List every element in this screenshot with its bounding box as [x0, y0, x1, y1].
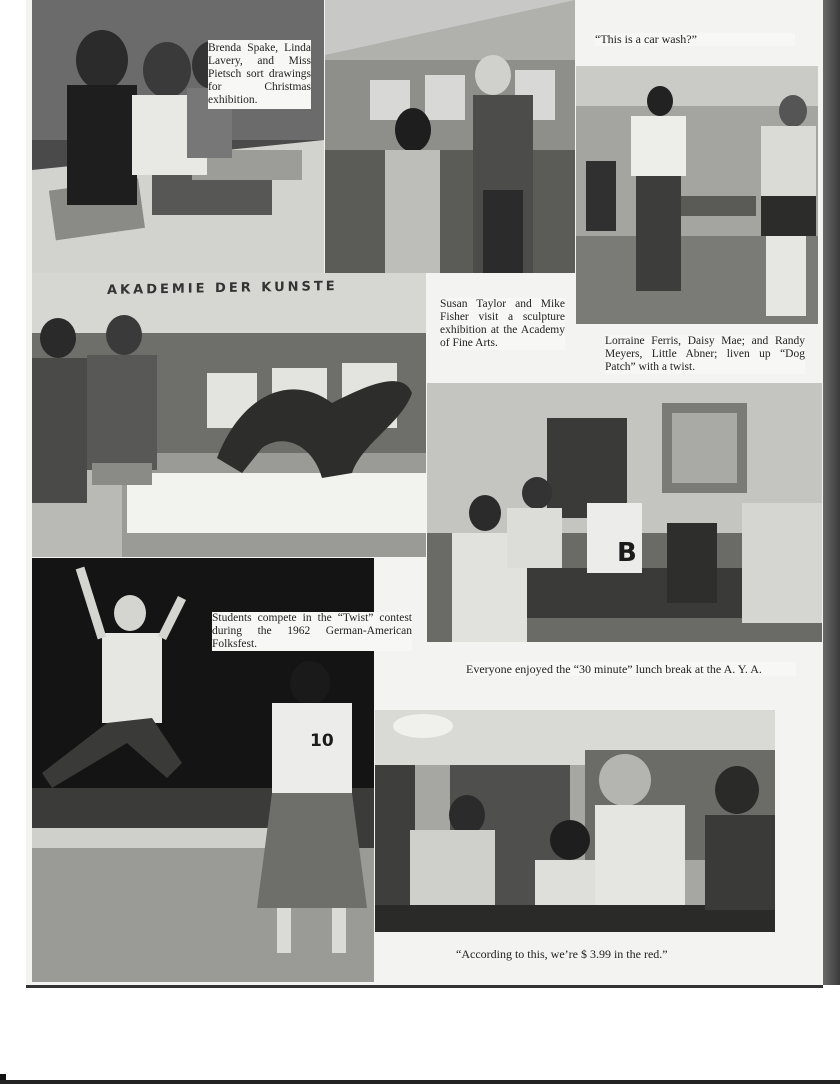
academy-sign: AKADEMIE DER KUNSTE: [107, 278, 338, 299]
caption-lunch-break: Everyone enjoyed the “30 minute” lunch break at the A. Y. A.: [466, 662, 796, 676]
photo-sculpture-exhibition: [32, 273, 426, 557]
caption-car-wash: “This is a car wash?”: [595, 33, 795, 46]
photo-car-wash: [325, 0, 575, 273]
caption-twist-contest: Students compete in the “Twist” contest during the 1962 German-American Folksfest.: [212, 612, 412, 650]
caption-sort-drawings: Brenda Spake, Linda Lavery, and Miss Pietsch sort drawings for Christmas exhibition.: [208, 40, 311, 109]
caption-sculpture: Susan Taylor and Mike Fisher visit a sculpture exhibition at the Academy of Fine Arts.: [440, 298, 565, 349]
photo-in-the-red: [375, 710, 775, 932]
photo-lunch-room: [427, 383, 822, 642]
caption-dog-patch: Lorraine Ferris, Daisy Mae; and Randy Meyers, Little Abner; liven up “Dog Patch” with a twist.: [605, 335, 805, 373]
dancer-number: 10: [310, 731, 334, 751]
photo-dog-patch: [576, 66, 818, 324]
scan-edge-line: [0, 1080, 840, 1084]
book-spine-edge: [823, 0, 840, 985]
jersey-letter: B: [617, 538, 637, 568]
caption-in-the-red: “According to this, we’re $ 3.99 in the red.”: [456, 947, 668, 961]
